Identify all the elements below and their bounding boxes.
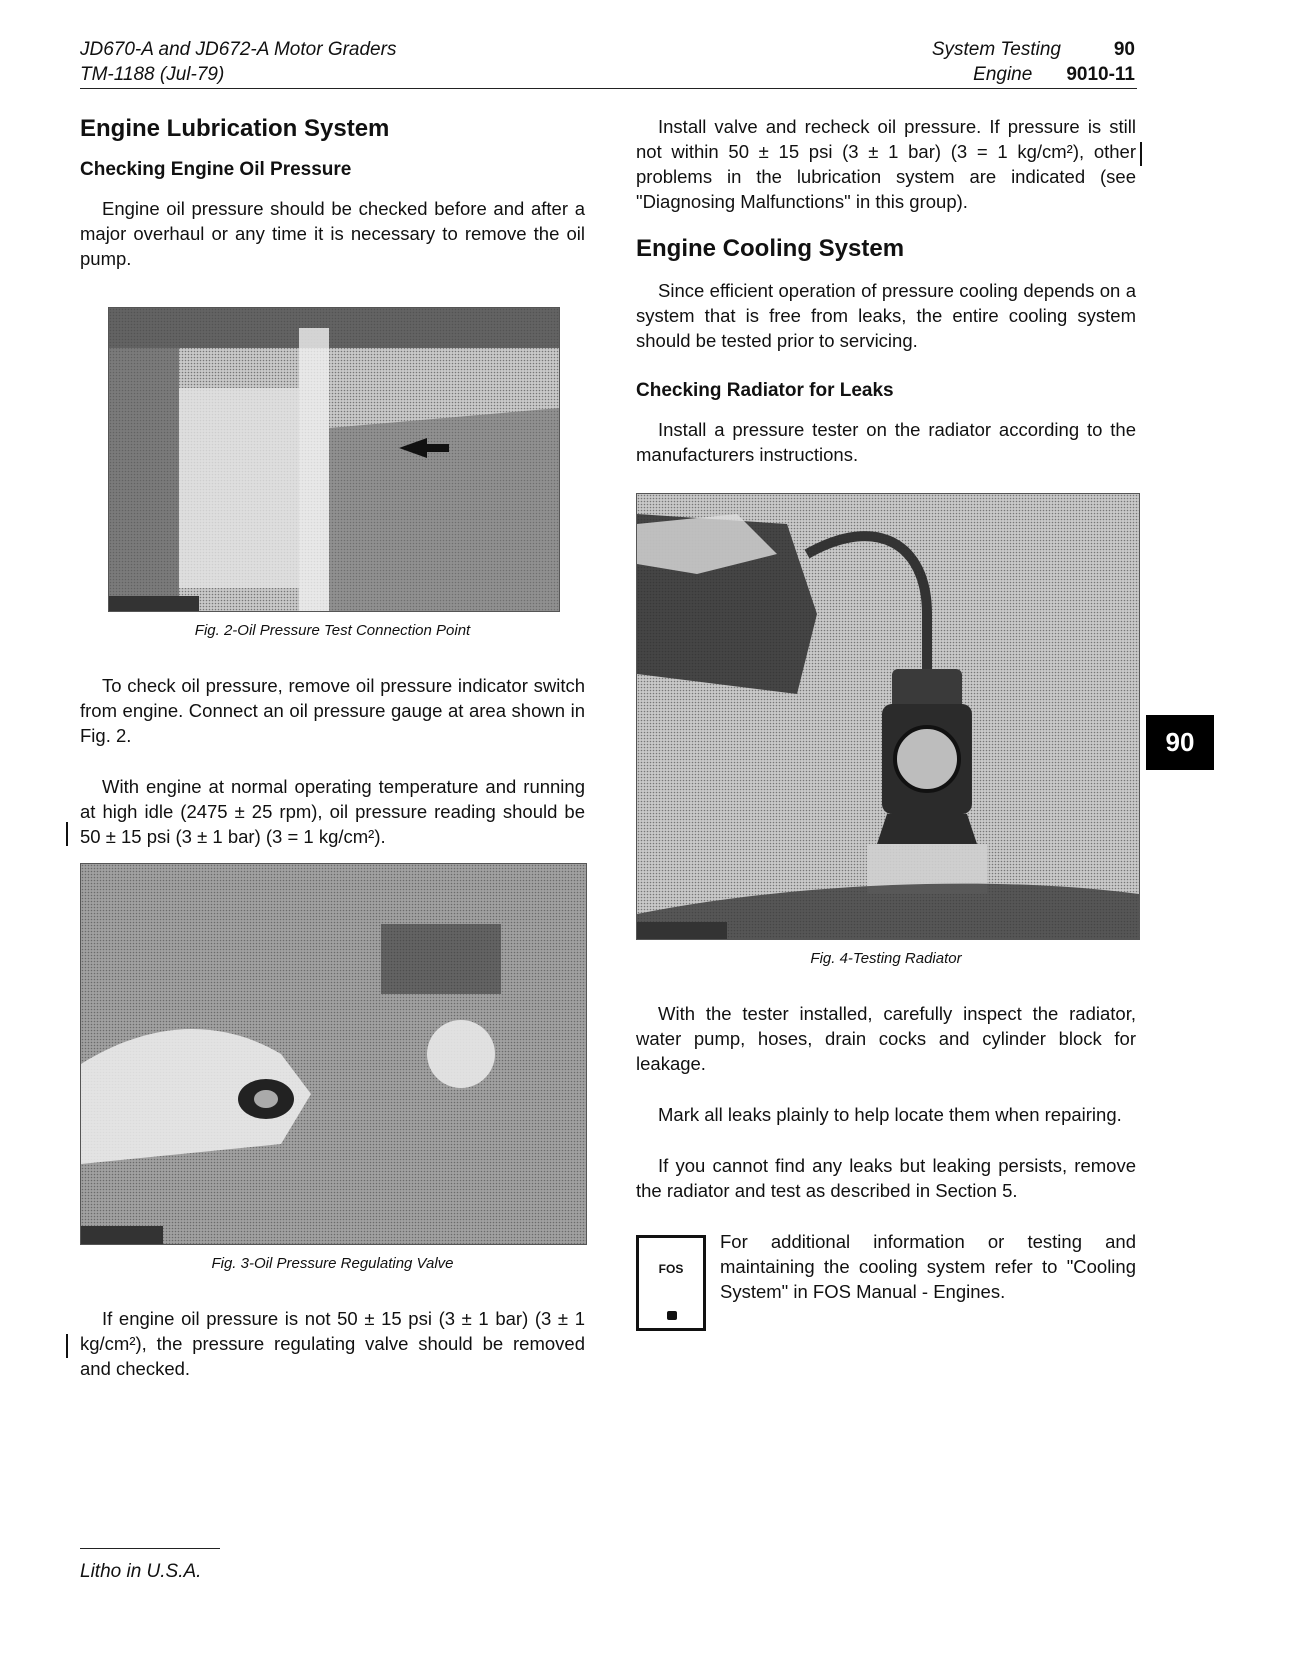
subsection-title: Checking Radiator for Leaks <box>636 380 894 401</box>
section-title: Engine Lubrication System <box>80 115 390 142</box>
paragraph: Mark all leaks plainly to help locate them when repairing. <box>658 1104 1122 1125</box>
section-label: System Testing <box>931 39 1061 60</box>
figure-3-photo <box>80 863 587 1245</box>
manual-code: TM-1188 (Jul-79) <box>80 64 225 85</box>
footer <box>80 1548 220 1583</box>
figure-2-photo <box>108 307 560 612</box>
paragraph: Since efficient operation of pressure cooling depends on a system that is free from leaks, the entire cooling system should be tested prior to servicing. <box>636 280 1136 351</box>
section-title: Engine Cooling System <box>636 235 905 262</box>
header-right <box>932 37 1135 87</box>
section-tab: 90 <box>1146 715 1214 770</box>
paragraph: Install valve and recheck oil pressure. If pressure is still not within 50 ± 15 psi (3 ± 1 bar) (3 = 1 kg/cm²), other problems in the lubrication system are indicated (see "Diagnosing Malfunctions" in this group). <box>636 116 1136 212</box>
paragraph: If you cannot find any leaks but leaking persists, remove the radiator and test as described in Section 5. <box>636 1155 1136 1201</box>
paragraph: With engine at normal operating temperature and running at high idle (2475 ± 25 rpm), oil pressure reading should be 50 ± 15 psi (3 ± 1 bar) (3 = 1 kg/cm²). <box>80 776 585 847</box>
fos-reference-text: For additional information or testing and maintaining the cooling system refer to "Cooling System" in FOS Manual - Engines. <box>720 1231 1136 1302</box>
left-column <box>80 114 585 1407</box>
right-column <box>636 114 1136 1331</box>
header-rule <box>80 88 1137 89</box>
figure-4-photo <box>636 493 1140 940</box>
revision-bar <box>66 1334 68 1358</box>
paragraph: If engine oil pressure is not 50 ± 15 psi (3 ± 1 bar) (3 ± 1 kg/cm²), the pressure regulating valve should be removed and checked. <box>80 1308 585 1379</box>
fos-manual-icon <box>636 1235 706 1331</box>
group-label: Engine <box>973 64 1033 85</box>
header-left <box>80 37 396 87</box>
paragraph: Engine oil pressure should be checked before and after a major overhaul or any time it is necessary to remove the oil pump. <box>80 198 585 269</box>
manual-title: JD670-A and JD672-A Motor Graders <box>80 39 397 60</box>
subsection-title: Checking Engine Oil Pressure <box>80 159 352 180</box>
footer-text: Litho in U.S.A. <box>80 1561 202 1582</box>
fos-reference-box <box>636 1229 1136 1331</box>
paragraph: To check oil pressure, remove oil pressure indicator switch from engine. Connect an oil pressure gauge at area shown in Fig. 2. <box>80 675 585 746</box>
figure-2-caption: Fig. 2-Oil Pressure Test Connection Point <box>194 622 471 639</box>
paragraph: With the tester installed, carefully inspect the radiator, water pump, hoses, drain cocks and cylinder block for leakage. <box>636 1003 1136 1074</box>
figure-3-caption: Fig. 3-Oil Pressure Regulating Valve <box>211 1255 454 1272</box>
paragraph: Install a pressure tester on the radiator according to the manufacturers instructions. <box>636 419 1136 465</box>
fos-icon-label: FOS <box>658 1262 684 1276</box>
revision-bar <box>1140 142 1142 166</box>
revision-bar <box>66 822 68 846</box>
figure-4-caption: Fig. 4-Testing Radiator <box>810 950 962 967</box>
page-number: 9010-11 <box>1066 64 1135 85</box>
section-number: 90 <box>1113 39 1135 60</box>
